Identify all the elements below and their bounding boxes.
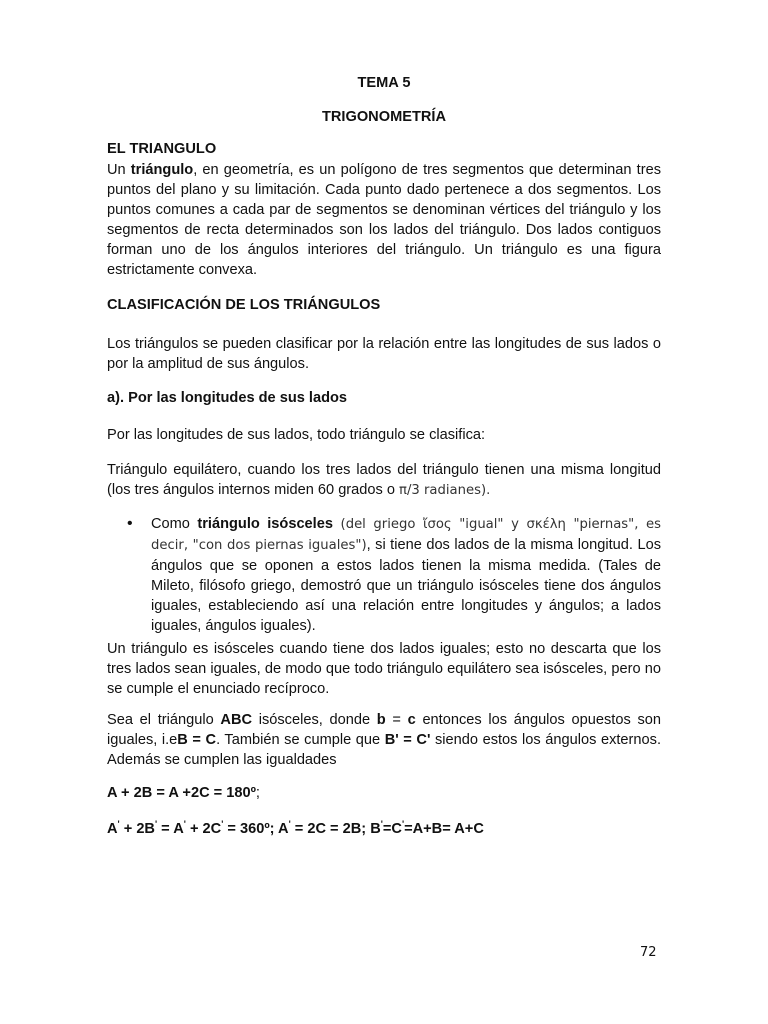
text: siendo estos los ángulos externos. Además se cumplen las igualdades: [107, 732, 661, 768]
text: ;: [255, 785, 260, 801]
bold-b-eq-c: B = C: [177, 732, 217, 748]
bold-bprime-eq-cprime: B' = C': [384, 732, 431, 748]
text: entonces los ángulos opuestos son iguales, i.e: [107, 712, 661, 748]
page-title: TRIGONOMETRÍA: [321, 109, 447, 125]
text: Sea el triángulo: [107, 712, 221, 728]
bold-term-triangulo: triángulo: [130, 162, 194, 178]
eq-part: + 2B: [119, 821, 155, 837]
text: Triángulo equilátero, cuando los tres lados del triángulo tienen una misma longitud (los tres ángulos internos miden 60 grados o: [107, 462, 661, 498]
eq-part: = 2C = 2B; B: [290, 821, 381, 837]
bold-c: c: [407, 712, 416, 728]
bullet-isosceles: [151, 514, 661, 636]
prime-mark: ': [183, 819, 186, 829]
text: , si tiene dos lados de la misma longitud. Los ángulos que se oponen a estos lados tienen la misma medida. (Tales de Mileto, filósofo griego, demostró que un triángulo isósceles tiene dos ángulos iguales, estableciendo así una relación entre longitudes y ángulos; a lados iguales, ángulos iguales).: [151, 537, 661, 634]
text: . También se cumple que: [216, 732, 385, 748]
prime-mark: ': [117, 819, 120, 829]
paragraph-isosceles-note: Un triángulo es isósceles cuando tiene dos lados iguales; esto no descarta que los tres lados sean iguales, de modo que todo triángulo equilátero sea isósceles, pero no se cumple el enunciado recíproco.: [107, 641, 661, 697]
paragraph-lados-intro: Por las longitudes de sus lados, todo triángulo se clasifica:: [107, 427, 486, 443]
paragraph-clasificacion-intro: Los triángulos se pueden clasificar por la relación entre las longitudes de sus lados o por la amplitud de sus ángulos.: [107, 336, 661, 372]
text-pi-radianes: π/3 radianes).: [399, 483, 491, 498]
eq-part: + 2C: [185, 821, 222, 837]
paragraph-abc: [107, 710, 661, 770]
prime-mark: ': [154, 819, 158, 829]
section-heading-triangulo: EL TRIANGULO: [107, 141, 217, 157]
text: , en geometría, es un polígono de tres segmentos que determinan tres puntos del plano y su limitación. Cada punto dado pertenece a dos segmentos. Los puntos comunes a cada par de segmentos se denominan vértices del triángulo y los segmentos de recta determinados son los lados del triángulo. Dos lados contiguos forman uno de los ángulos interiores del triángulo. Un triángulo es una figura estrictamente convexa.: [107, 162, 661, 278]
paragraph-equilatero: [107, 460, 661, 501]
paragraph-triangulo-definition: [107, 160, 661, 280]
equation-2: [107, 819, 661, 839]
text: isósceles, donde: [252, 712, 377, 728]
text: Como: [151, 516, 198, 532]
equation-1-bold: A + 2B = A +2C = 180º: [107, 785, 256, 801]
prime-mark: ': [401, 819, 405, 829]
bold-b: b: [376, 712, 386, 728]
eq-part: =C: [382, 821, 402, 837]
section-heading-clasificacion: CLASIFICACIÓN DE LOS TRIÁNGULOS: [107, 297, 381, 313]
equation-1: [107, 783, 661, 803]
text: Un: [107, 162, 131, 178]
eq-part: = A: [157, 821, 184, 837]
eq-part: A: [107, 821, 118, 837]
prime-mark: ': [221, 819, 224, 829]
bold-term-isosceles: triángulo isósceles: [197, 516, 333, 532]
subsection-heading-lados: a). Por las longitudes de sus lados: [107, 390, 348, 406]
bold-abc: ABC: [220, 712, 253, 728]
eq-part: = 360º; A: [223, 821, 289, 837]
prime-mark: ': [288, 819, 291, 829]
text: =: [385, 712, 408, 728]
text-etymology: (del griego ἴσος "igual" y σκέλη "piernas", es decir, "con dos piernas iguales"): [151, 517, 661, 553]
tema-heading: TEMA 5: [357, 75, 411, 91]
eq-part: =A+B= A+C: [404, 821, 484, 837]
prime-mark: ': [380, 819, 383, 829]
bullet-marker: •: [127, 515, 133, 532]
page-number: 72: [640, 945, 657, 960]
